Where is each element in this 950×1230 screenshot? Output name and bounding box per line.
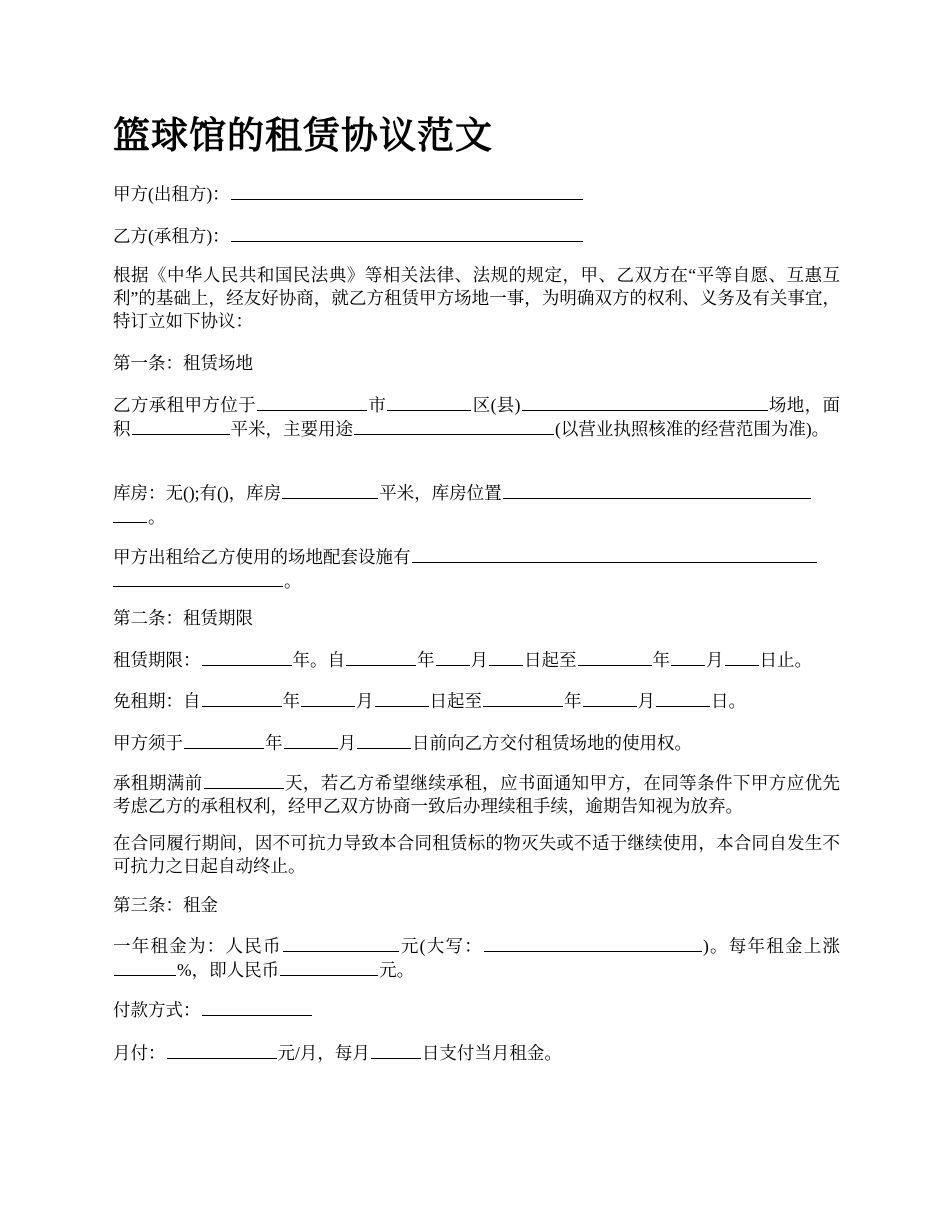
text: 库房：无();有()，库房 [113, 483, 282, 503]
document-title: 篮球馆的租赁协议范文 [113, 116, 493, 157]
district-blank [387, 393, 471, 411]
facilities-blank-cont [113, 569, 283, 587]
article-2-term-paragraph [113, 648, 840, 672]
free-end-day-blank [656, 689, 710, 707]
text: %，即人民币 [177, 960, 280, 980]
notice-days-blank [204, 771, 284, 789]
payment-day-blank [371, 1041, 421, 1059]
handover-year-blank [184, 731, 264, 749]
text: 年 [282, 691, 300, 711]
text: 日支付当月租金。 [421, 1043, 562, 1063]
text: 月 [338, 733, 356, 753]
article-3-rent-paragraph [113, 934, 840, 982]
rent-amount-blank [283, 934, 399, 952]
text: (以营业执照核准的经营范围为准)。 [555, 419, 830, 439]
text: 乙方承租甲方位于 [113, 395, 257, 415]
article-3-monthly-payment [113, 1041, 840, 1065]
venue-blank [522, 393, 768, 411]
city-blank [257, 393, 367, 411]
start-year-blank [346, 648, 416, 666]
storage-location-blank [503, 481, 811, 499]
text: 年 [652, 650, 670, 670]
party-a-line [113, 182, 840, 206]
storage-location-blank-cont [113, 505, 147, 523]
text: 面积 [113, 395, 841, 439]
term-years-blank [202, 648, 292, 666]
text: 日止。 [759, 650, 812, 670]
article-2-heading: 第二条：租赁期限 [113, 608, 253, 628]
text: 元。 [379, 960, 415, 980]
text: 区(县) [472, 395, 521, 415]
payment-method-blank [202, 998, 312, 1016]
rent-capital-blank [484, 934, 702, 952]
text: 年 [265, 733, 283, 753]
handover-day-blank [357, 731, 411, 749]
text: 天，若乙方希望继续承租，应书面通知甲方，在同等条件下甲方应优先考虑乙方的承租权利，经甲乙双方协商一致后办理续租手续，逾期告知视为放弃。 [113, 773, 841, 816]
article-2-handover-paragraph [113, 731, 840, 755]
text: 平米，主要用途 [230, 419, 353, 439]
article-3-payment-method [113, 998, 840, 1022]
text: 日起至 [429, 691, 482, 711]
party-b-line [113, 224, 840, 248]
text: 平米，库房位置 [379, 483, 502, 503]
text: 场地， [768, 395, 823, 415]
handover-month-blank [284, 731, 338, 749]
text: 日前向乙方交付租赁场地的使用权。 [412, 733, 692, 753]
free-end-month-blank [583, 689, 637, 707]
text: 甲方出租给乙方使用的场地配套设施有 [113, 547, 411, 567]
text: 。 [284, 571, 302, 591]
text: 月 [706, 650, 724, 670]
start-day-blank [489, 648, 523, 666]
text: 元(大写： [399, 936, 483, 956]
area-blank [132, 417, 230, 435]
free-start-day-blank [375, 689, 429, 707]
increase-amount-blank [280, 958, 378, 976]
text: 承租期满前 [113, 773, 203, 793]
article-1-storage-paragraph [113, 481, 840, 529]
text: 月 [356, 691, 374, 711]
party-b-label: 乙方(承租方)： [113, 226, 230, 246]
text: )。每年租金上涨 [702, 936, 841, 956]
party-b-blank [231, 224, 583, 242]
text: 月付： [113, 1043, 166, 1063]
text: 一年租金为：人民币 [113, 936, 282, 956]
text: 元/月，每月 [277, 1043, 370, 1063]
usage-blank [354, 417, 554, 435]
text: 年。自 [292, 650, 345, 670]
text: 。 [148, 507, 166, 527]
end-day-blank [725, 648, 759, 666]
text: 租赁期限： [113, 650, 201, 670]
text: 年 [417, 650, 435, 670]
free-end-year-blank [483, 689, 563, 707]
end-month-blank [671, 648, 705, 666]
text: 月 [470, 650, 488, 670]
start-month-blank [436, 648, 470, 666]
text: 日起至 [524, 650, 577, 670]
text: 年 [564, 691, 582, 711]
article-2-free-period-paragraph [113, 689, 840, 713]
article-1-facilities-paragraph [113, 545, 840, 593]
article-3-heading: 第三条：租金 [113, 895, 218, 915]
party-a-blank [231, 182, 583, 200]
text: 付款方式： [113, 1000, 201, 1020]
facilities-blank [412, 545, 817, 563]
article-1-location-paragraph [113, 393, 840, 441]
text: 日。 [711, 691, 746, 711]
text: 甲方须于 [113, 733, 183, 753]
increase-percent-blank [114, 958, 176, 976]
storage-area-blank [282, 481, 378, 499]
monthly-amount-blank [167, 1041, 277, 1059]
free-start-month-blank [301, 689, 355, 707]
article-2-force-majeure-paragraph: 在合同履行期间，因不可抗力导致本合同租赁标的物灭失或不适于继续使用，本合同自发生不可抗力之日起自动终止。 [113, 833, 840, 876]
text: 市 [368, 395, 387, 415]
party-a-label: 甲方(出租方)： [113, 184, 230, 204]
end-year-blank [578, 648, 652, 666]
text: 月 [637, 691, 655, 711]
text: 免租期：自 [113, 691, 201, 711]
article-1-heading: 第一条：租赁场地 [113, 353, 253, 373]
intro-paragraph: 根据《中华人民共和国民法典》等相关法律、法规的规定，甲、乙双方在“平等自愿、互惠互利”的基础上，经友好协商，就乙方租赁甲方场地一事，为明确双方的权利、义务及有关事宜，特订立如下协议： [113, 265, 840, 331]
article-2-renewal-paragraph [113, 771, 840, 818]
free-start-year-blank [202, 689, 282, 707]
